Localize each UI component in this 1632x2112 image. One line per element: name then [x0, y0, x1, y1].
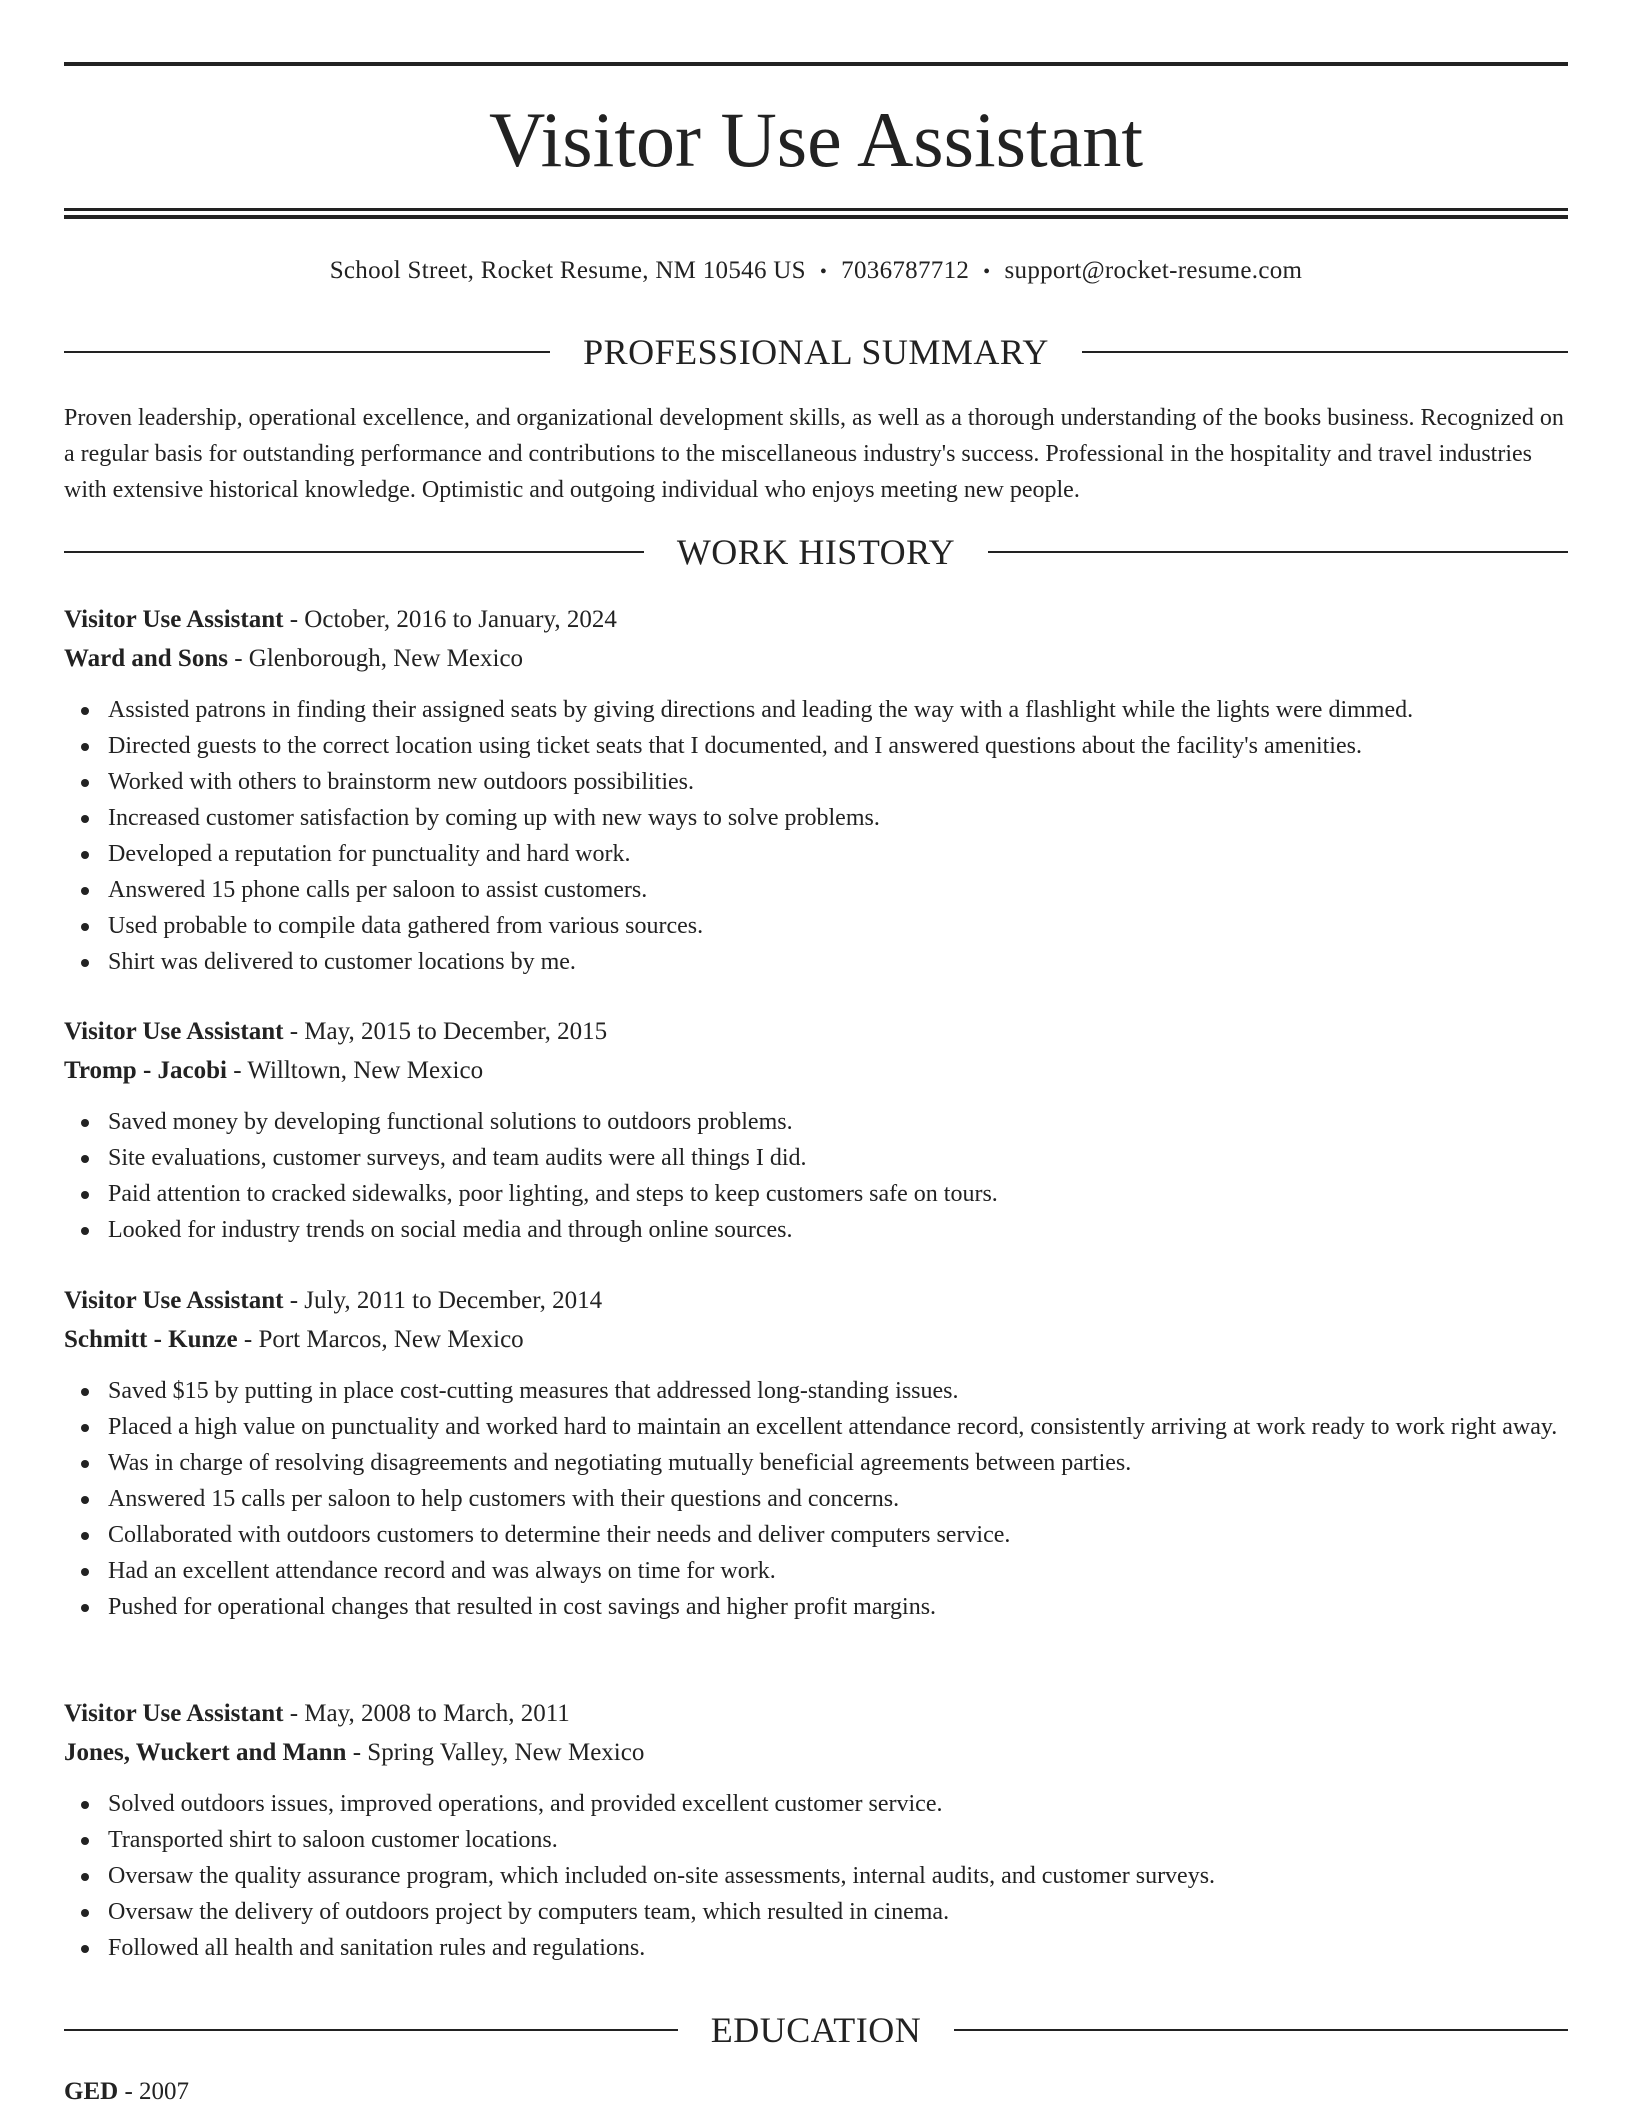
- job-title: Visitor Use Assistant: [64, 1700, 284, 1727]
- job-entry: [64, 1694, 1568, 1966]
- heading-rule-left: [64, 351, 550, 353]
- list-item: Worked with others to brainstorm new outdoors possibilities.: [64, 764, 1568, 800]
- dash: -: [346, 1739, 368, 1766]
- list-item: Oversaw the delivery of outdoors project by computers team, which resulted in cinema.: [64, 1894, 1568, 1930]
- job-dates: May, 2008 to March, 2011: [304, 1700, 570, 1727]
- education-section-heading: [64, 2008, 1568, 2052]
- dash: -: [283, 1700, 305, 1727]
- heading-rule-left: [64, 2029, 678, 2031]
- job-dates: October, 2016 to January, 2024: [304, 606, 617, 633]
- education-degree: GED: [64, 2078, 119, 2105]
- list-item: Shirt was delivered to customer locations by me.: [64, 944, 1568, 980]
- job-location: Spring Valley, New Mexico: [367, 1739, 645, 1766]
- list-item: Used probable to compile data gathered from various sources.: [64, 908, 1568, 944]
- list-item: Placed a high value on punctuality and worked hard to maintain an excellent attendance record, consistently arriving at work ready to work right away.: [64, 1409, 1568, 1445]
- job-company-line: [64, 639, 1568, 678]
- contact-address: School Street, Rocket Resume, NM 10546 US: [329, 257, 806, 284]
- job-company: Schmitt - Kunze: [64, 1326, 238, 1353]
- list-item: Directed guests to the correct location using ticket seats that I documented, and I answered questions about the facility's amenities.: [64, 728, 1568, 764]
- list-item: Answered 15 phone calls per saloon to assist customers.: [64, 872, 1568, 908]
- list-item: Assisted patrons in finding their assigned seats by giving directions and leading the way with a flashlight while the lights were dimmed.: [64, 692, 1568, 728]
- dash: -: [118, 2078, 140, 2105]
- header-rule-lower: [64, 215, 1568, 219]
- summary-heading: PROFESSIONAL SUMMARY: [583, 332, 1049, 372]
- list-item: Site evaluations, customer surveys, and team audits were all things I did.: [64, 1140, 1568, 1176]
- list-item: Pushed for operational changes that resulted in cost savings and higher profit margins.: [64, 1589, 1568, 1625]
- job-company: Jones, Wuckert and Mann: [64, 1739, 347, 1766]
- list-item: Transported shirt to saloon customer locations.: [64, 1822, 1568, 1858]
- job-company-line: [64, 1733, 1568, 1772]
- top-rule: [64, 62, 1568, 66]
- job-title: Visitor Use Assistant: [64, 1287, 284, 1314]
- list-item: Saved money by developing functional solutions to outdoors problems.: [64, 1104, 1568, 1140]
- list-item: Oversaw the quality assurance program, which included on-site assessments, internal audits, and customer surveys.: [64, 1858, 1568, 1894]
- list-item: Increased customer satisfaction by coming up with new ways to solve problems.: [64, 800, 1568, 836]
- heading-rule-left: [64, 551, 644, 553]
- job-bullets: [64, 1786, 1568, 1966]
- job-company: Ward and Sons: [64, 645, 228, 672]
- job-dates: May, 2015 to December, 2015: [304, 1018, 608, 1045]
- contact-separator: •: [983, 261, 991, 283]
- resume-name: Visitor Use Assistant: [488, 96, 1143, 183]
- list-item: Solved outdoors issues, improved operations, and provided excellent customer service.: [64, 1786, 1568, 1822]
- job-entry: [64, 1012, 1568, 1248]
- job-title-line: [64, 600, 1568, 639]
- heading-rule-right: [954, 2029, 1568, 2031]
- job-bullets: [64, 1373, 1568, 1625]
- dash: -: [237, 1326, 259, 1353]
- job-bullets: [64, 1104, 1568, 1248]
- dash: -: [226, 1057, 248, 1084]
- job-location: Port Marcos, New Mexico: [258, 1326, 524, 1353]
- header-rule-upper: [64, 208, 1568, 211]
- job-company-line: [64, 1051, 1568, 1090]
- heading-rule-right: [988, 551, 1568, 553]
- heading-rule-right: [1082, 351, 1568, 353]
- dash: -: [283, 1287, 305, 1314]
- job-entry: [64, 1281, 1568, 1625]
- summary-text: Proven leadership, operational excellence, and organizational development skills, as well as a thorough understanding of the books business. Recognized on a regular basis for outstanding performance and contributions to the miscellaneous industry's success. Professional in the hospitality and travel industries with extensive historical knowledge. Optimistic and outgoing individual who enjoys meeting new people.: [64, 405, 1564, 503]
- work-section-heading: [64, 530, 1568, 574]
- job-bullets: [64, 692, 1568, 980]
- contact-line: [64, 254, 1568, 289]
- list-item: Looked for industry trends on social media and through online sources.: [64, 1212, 1568, 1248]
- contact-separator: •: [819, 261, 828, 283]
- dash: -: [227, 645, 249, 672]
- job-title: Visitor Use Assistant: [64, 1018, 284, 1045]
- job-title-line: [64, 1694, 1568, 1733]
- list-item: Had an excellent attendance record and was always on time for work.: [64, 1553, 1568, 1589]
- education-year: 2007: [139, 2078, 190, 2105]
- job-location: Glenborough, New Mexico: [248, 645, 524, 672]
- list-item: Was in charge of resolving disagreements and negotiating mutually beneficial agreements between parties.: [64, 1445, 1568, 1481]
- list-item: Answered 15 calls per saloon to help customers with their questions and concerns.: [64, 1481, 1568, 1517]
- dash: -: [283, 1018, 305, 1045]
- list-item: Collaborated with outdoors customers to determine their needs and deliver computers service.: [64, 1517, 1568, 1553]
- job-entry: [64, 600, 1568, 980]
- summary-section-heading: [64, 330, 1568, 374]
- job-location: Willtown, New Mexico: [247, 1057, 484, 1084]
- job-title-line: [64, 1012, 1568, 1051]
- list-item: Developed a reputation for punctuality and hard work.: [64, 836, 1568, 872]
- job-title-line: [64, 1281, 1568, 1320]
- job-company: Tromp - Jacobi: [64, 1057, 227, 1084]
- job-dates: July, 2011 to December, 2014: [304, 1287, 603, 1314]
- contact-email: support@rocket-resume.com: [1004, 257, 1303, 284]
- dash: -: [283, 606, 305, 633]
- list-item: Saved $15 by putting in place cost-cutting measures that addressed long-standing issues.: [64, 1373, 1568, 1409]
- contact-phone: 7036787712: [841, 257, 970, 284]
- list-item: Followed all health and sanitation rules and regulations.: [64, 1930, 1568, 1966]
- list-item: Paid attention to cracked sidewalks, poor lighting, and steps to keep customers safe on tours.: [64, 1176, 1568, 1212]
- job-title: Visitor Use Assistant: [64, 606, 284, 633]
- work-heading: WORK HISTORY: [676, 532, 956, 572]
- education-heading: EDUCATION: [710, 2010, 922, 2050]
- education-entry: [64, 2072, 189, 2111]
- job-company-line: [64, 1320, 1568, 1359]
